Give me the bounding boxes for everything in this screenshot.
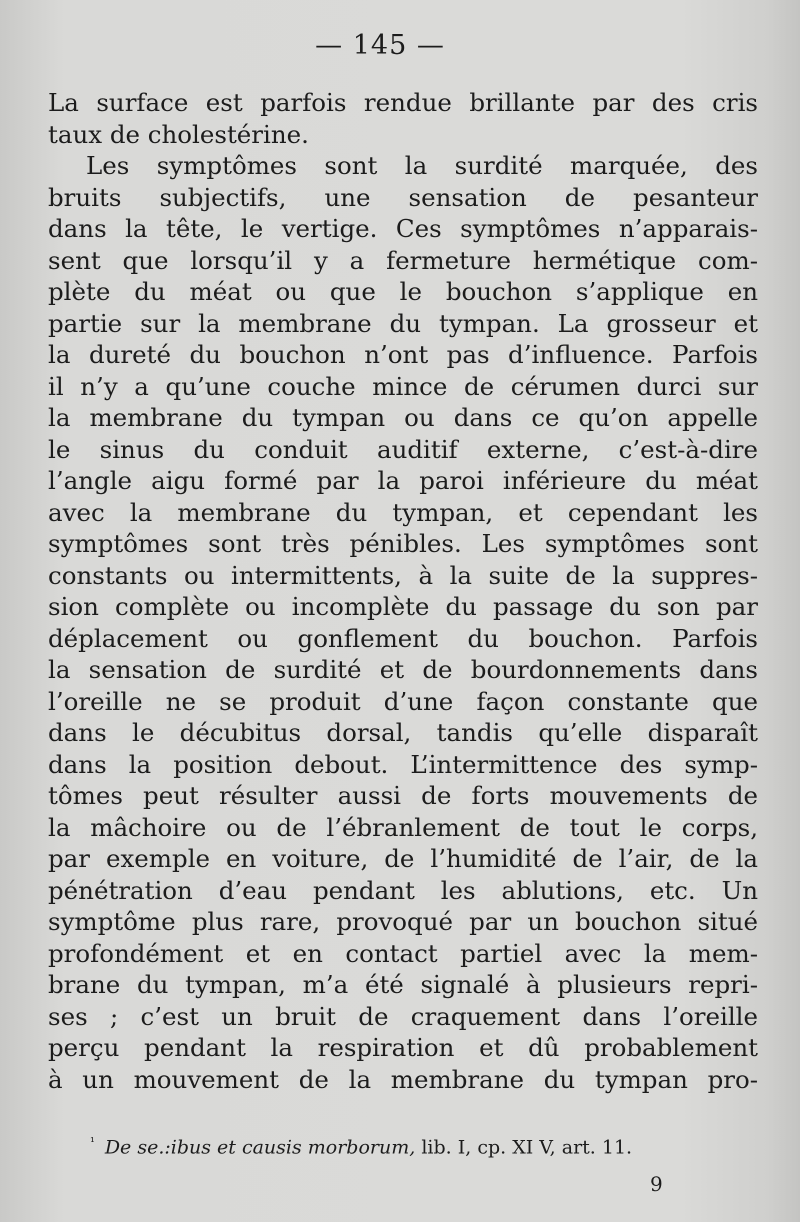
text-line: avec la membrane du tympan, et cependant les [48,497,758,527]
text-line: profondément et en contact partiel avec la mem- [48,938,758,968]
text-line: le sinus du conduit auditif externe, c’est-à-dire [48,434,758,464]
text-line: plète du méat ou que le bouchon s’applique en [48,277,758,306]
text-line: perçu pendant la respiration et dû probablement [48,1033,758,1062]
text-line: tômes peut résulter aussi de forts mouvements de [48,781,758,810]
text-line: la mâchoire ou de l’ébranlement de tout le corps, [48,812,758,842]
text-line: sent que lorsqu’il y a fermeture hermétique com- [48,245,758,275]
text-line: l’angle aigu formé par la paroi inférieure du méat [48,466,758,495]
text-line: dans la tête, le vertige. Ces symptômes n’apparais- [48,214,758,243]
signature-mark: 9 [650,1172,663,1196]
footnote [90,1135,730,1158]
text-line: à un mouvement de la membrane du tympan pro- [48,1064,758,1094]
text-line: ses ; c’est un bruit de craquement dans l’oreille [48,1001,758,1031]
footnote-title: De se.:ibus et causis morborum, [104,1136,416,1159]
text-line: dans le décubitus dorsal, tandis qu’elle disparaît [48,718,758,747]
footnote-reference: lib. I, cp. XI V, art. 11. [415,1136,633,1159]
text-line: l’oreille ne se produit d’une façon constante que [48,686,758,716]
footnote-marker: ¹ [90,1135,95,1149]
text-line: déplacement ou gonflement du bouchon. Parfois [48,623,758,653]
text-line: dans la position debout. L’intermittence des symp- [48,749,758,779]
text-line: il n’y a qu’une couche mince de cérumen durci sur [48,371,758,401]
text-line: La surface est parfois rendue brillante par des cris [48,88,758,117]
text-line: par exemple en voiture, de l’humidité de l’air, de la [48,844,758,873]
text-line: la membrane du tympan ou dans ce qu’on appelle [48,403,758,432]
text-line: partie sur la membrane du tympan. La grosseur et [48,308,758,338]
text-line: pénétration d’eau pendant les ablutions, etc. Un [48,875,758,905]
text-line: bruits subjectifs, une sensation de pesanteur [48,182,758,212]
text-line: taux de cholestérine. [48,119,309,149]
body-text [48,87,758,1095]
text-line: la dureté du bouchon n’ont pas d’influence. Parfois [48,340,758,369]
text-line: sion complète ou incomplète du passage du son par [48,592,758,621]
text-line: brane du tympan, m’a été signalé à plusieurs repri- [48,970,758,999]
text-line: constants ou intermittents, à la suite de la suppres- [48,560,758,590]
text-line: la sensation de surdité et de bourdonnements dans [48,655,758,684]
text-line: Les symptômes sont la surdité marquée, des [86,151,758,180]
page-header: — 145 — [315,30,445,61]
text-line: symptôme plus rare, provoqué par un bouchon situé [48,907,758,936]
text-line: symptômes sont très pénibles. Les symptômes sont [48,529,758,558]
